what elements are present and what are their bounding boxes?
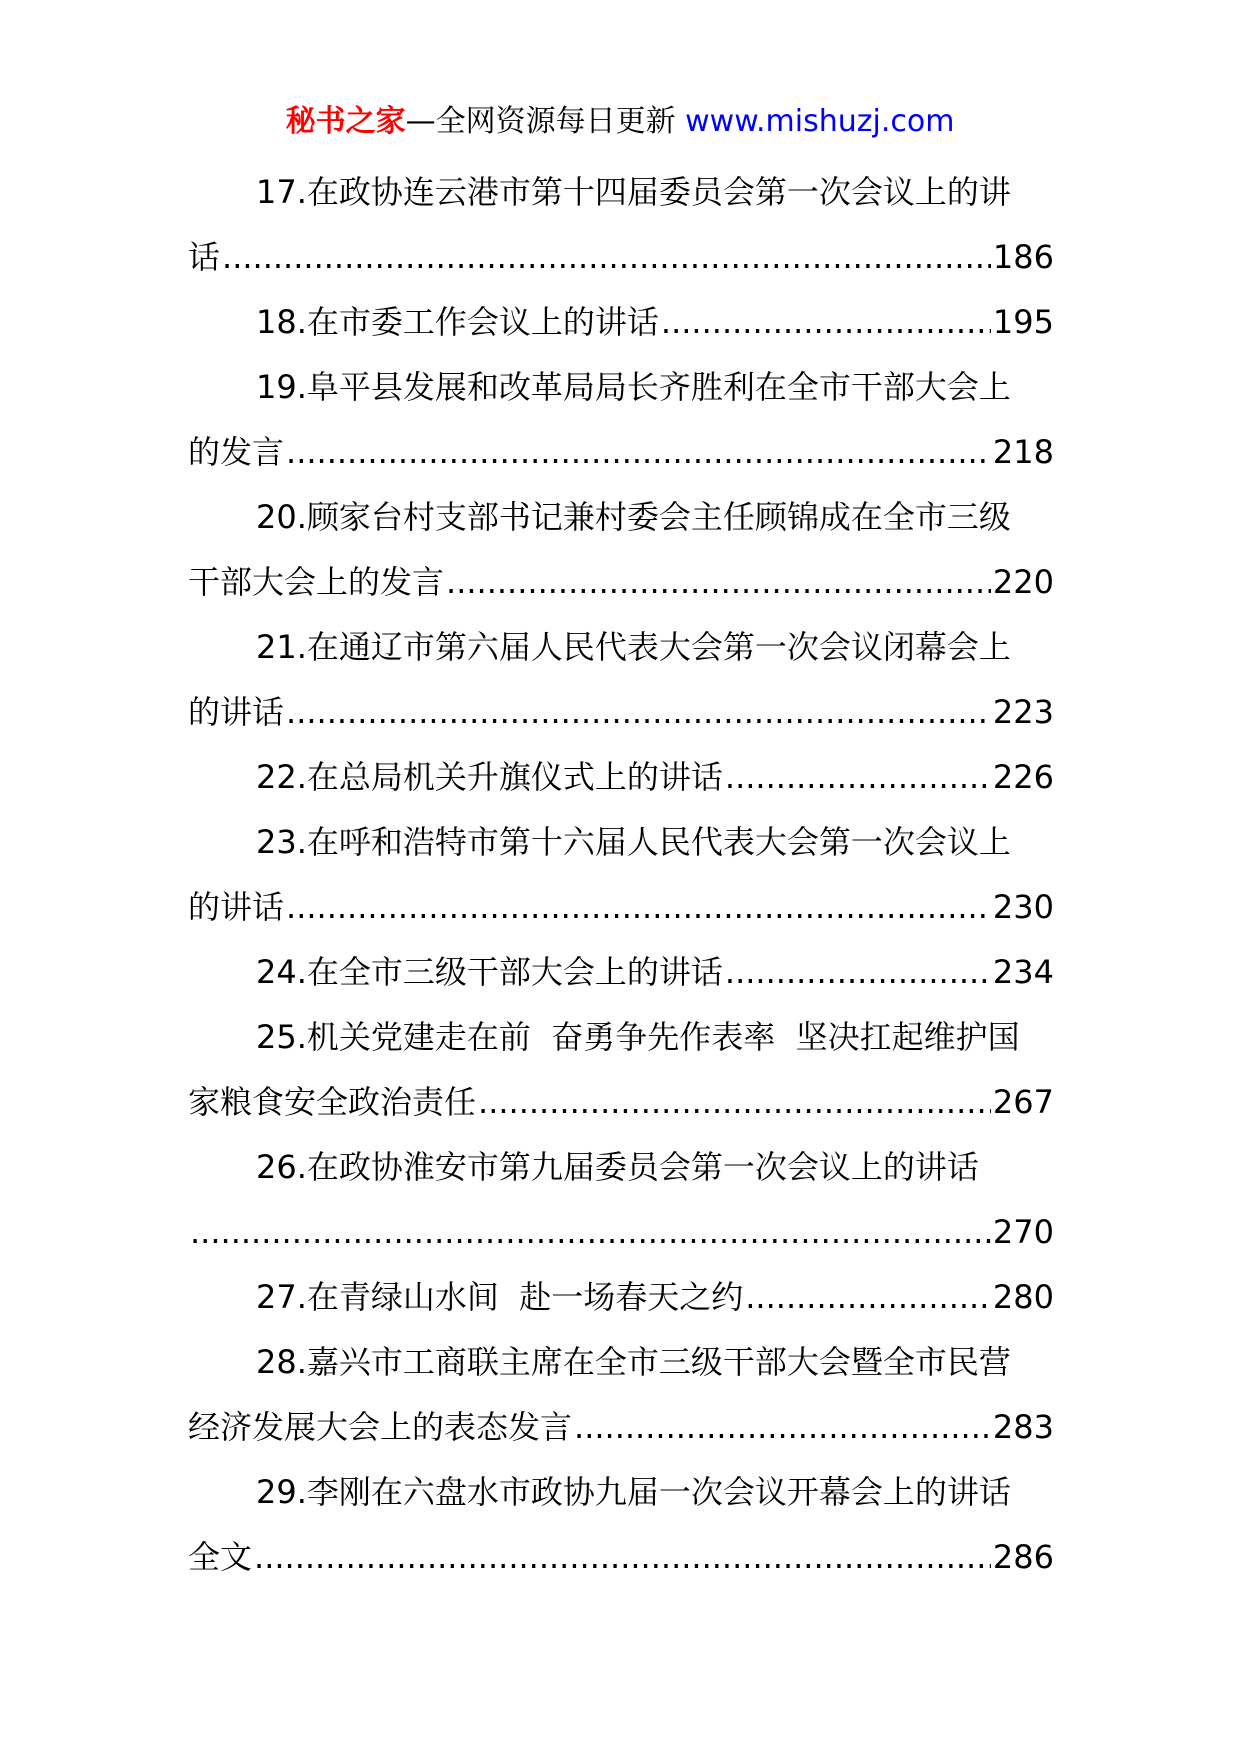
- dot-leader: [446, 550, 991, 615]
- page-number: 230: [992, 888, 1054, 926]
- page-number: 286: [992, 1538, 1054, 1576]
- page-number: 270: [992, 1213, 1054, 1251]
- toc-entry[interactable]: [188, 1265, 1054, 1330]
- page-number: 267: [992, 1083, 1054, 1121]
- toc-entry-title: 25.机关党建走在前 奋勇争先作表率 坚决扛起维护国: [256, 1018, 1020, 1056]
- toc-entry-title: 19.阜平县发展和改革局局长齐胜利在全市干部大会上: [256, 368, 1011, 406]
- toc-entry-title: 23.在呼和浩特市第十六届人民代表大会第一次会议上: [256, 823, 1011, 861]
- toc-entry-title: 20.顾家台村支部书记兼村委会主任顾锦成在全市三级: [256, 498, 1011, 536]
- site-url[interactable]: www.mishuzj.com: [685, 104, 955, 139]
- toc-entry[interactable]: [188, 1330, 1054, 1460]
- header-tagline: —全网资源每日更新: [405, 104, 686, 139]
- toc-entry-title: 22.在总局机关升旗仪式上的讲话: [256, 758, 723, 796]
- toc-entry-title-cont: 家粮食安全政治责任: [188, 1083, 477, 1121]
- toc-entry-title: 17.在政协连云港市第十四届委员会第一次会议上的讲: [256, 173, 1011, 211]
- toc-entry[interactable]: [188, 1135, 1054, 1265]
- brand-name: 秘书之家: [285, 104, 406, 139]
- toc-entry[interactable]: [188, 1005, 1054, 1135]
- page-number: 186: [992, 238, 1054, 276]
- toc-entry-title: 21.在通辽市第六届人民代表大会第一次会议闭幕会上: [256, 628, 1011, 666]
- toc-entry-title-cont: 的讲话: [188, 888, 285, 926]
- dot-leader: [254, 1525, 991, 1590]
- page-number: 226: [992, 758, 1054, 796]
- dot-leader: [478, 1070, 991, 1135]
- toc-entry[interactable]: [188, 1460, 1054, 1590]
- toc-entry-title-cont: 的发言: [188, 433, 285, 471]
- toc-entry-title-cont: 经济发展大会上的表态发言: [188, 1408, 573, 1446]
- page-number: 195: [992, 303, 1054, 341]
- page-number: 223: [992, 693, 1054, 731]
- dot-leader: [725, 745, 991, 810]
- toc-entry-title: 26.在政协淮安市第九届委员会第一次会议上的讲话: [256, 1148, 979, 1186]
- toc-entry[interactable]: [188, 745, 1054, 810]
- toc-entry-title-cont: 全文: [188, 1538, 253, 1576]
- toc-entry[interactable]: [188, 615, 1054, 745]
- toc-entry-title-cont: 的讲话: [188, 693, 285, 731]
- table-of-contents: [188, 160, 1054, 1590]
- dot-leader: [190, 1200, 991, 1265]
- toc-entry-title: 29.李刚在六盘水市政协九届一次会议开幕会上的讲话: [256, 1473, 1011, 1511]
- page-number: 218: [992, 433, 1054, 471]
- toc-entry-title: 18.在市委工作会议上的讲话: [256, 303, 659, 341]
- page-number: 220: [992, 563, 1054, 601]
- dot-leader: [745, 1265, 991, 1330]
- page-number: 280: [992, 1278, 1054, 1316]
- toc-entry-title-cont: 话: [188, 238, 221, 276]
- toc-entry-title: 27.在青绿山水间 赴一场春天之约: [256, 1278, 744, 1316]
- dot-leader: [286, 420, 991, 485]
- dot-leader: [725, 940, 991, 1005]
- dot-leader: [574, 1395, 991, 1460]
- toc-entry[interactable]: [188, 485, 1054, 615]
- toc-entry[interactable]: [188, 290, 1054, 355]
- toc-entry[interactable]: [188, 810, 1054, 940]
- dot-leader: [286, 680, 991, 745]
- page-number: 283: [992, 1408, 1054, 1446]
- dot-leader: [286, 875, 991, 940]
- toc-entry[interactable]: [188, 940, 1054, 1005]
- dot-leader: [661, 290, 991, 355]
- toc-entry[interactable]: [188, 355, 1054, 485]
- page-number: 234: [992, 953, 1054, 991]
- toc-entry[interactable]: [188, 160, 1054, 290]
- toc-entry-title-cont: 干部大会上的发言: [188, 563, 445, 601]
- toc-entry-title: 24.在全市三级干部大会上的讲话: [256, 953, 723, 991]
- toc-entry-title: 28.嘉兴市工商联主席在全市三级干部大会暨全市民营: [256, 1343, 1011, 1381]
- dot-leader: [222, 225, 991, 290]
- page-header: [0, 100, 1240, 144]
